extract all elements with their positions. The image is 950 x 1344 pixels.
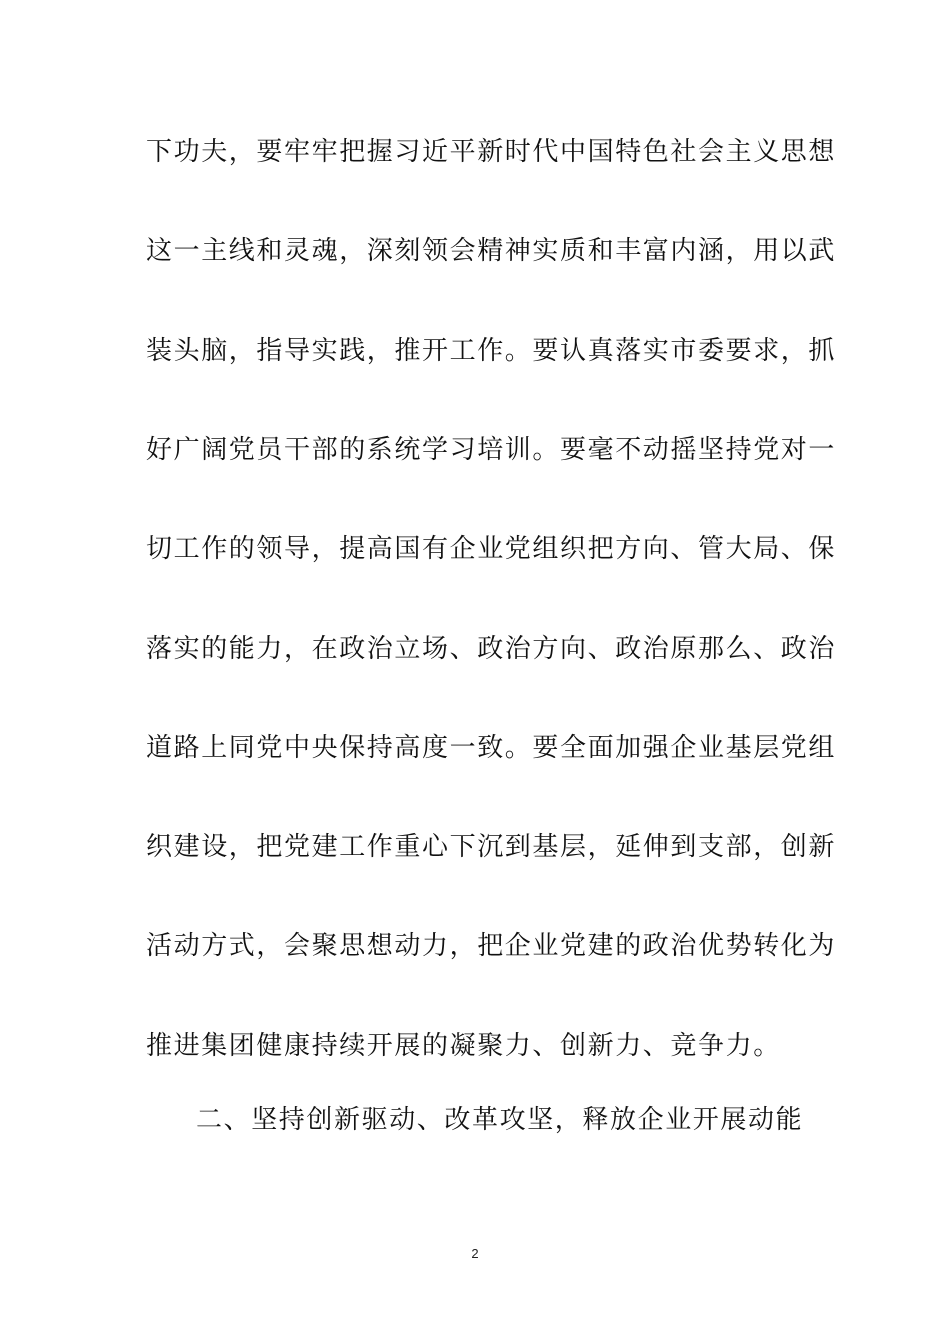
body-text-line: 道路上同党中央保持高度一致。要全面加强企业基层党组	[146, 733, 837, 763]
body-text-line: 这一主线和灵魂，深刻领会精神实质和丰富内涵，用以武	[146, 236, 837, 266]
body-text-line: 推进集团健康持续开展的凝聚力、创新力、竞争力。	[146, 1031, 781, 1061]
body-text-line: 下功夫，要牢牢把握习近平新时代中国特色社会主义思想	[146, 137, 837, 167]
body-text-line: 活动方式，会聚思想动力，把企业党建的政治优势转化为	[146, 931, 837, 961]
body-text-line: 织建设，把党建工作重心下沉到基层，延伸到支部，创新	[146, 832, 837, 862]
page-number: 2	[471, 1246, 479, 1261]
body-text-line: 装头脑，指导实践，推开工作。要认真落实市委要求，抓	[146, 336, 837, 366]
section-heading: 二、坚持创新驱动、改革攻坚，释放企业开展动能	[196, 1105, 804, 1135]
body-text-line: 落实的能力，在政治立场、政治方向、政治原那么、政治	[146, 634, 837, 664]
body-text-line: 好广阔党员干部的系统学习培训。要毫不动摇坚持党对一	[146, 435, 837, 465]
body-text-line: 切工作的领导，提高国有企业党组织把方向、管大局、保	[146, 534, 837, 564]
